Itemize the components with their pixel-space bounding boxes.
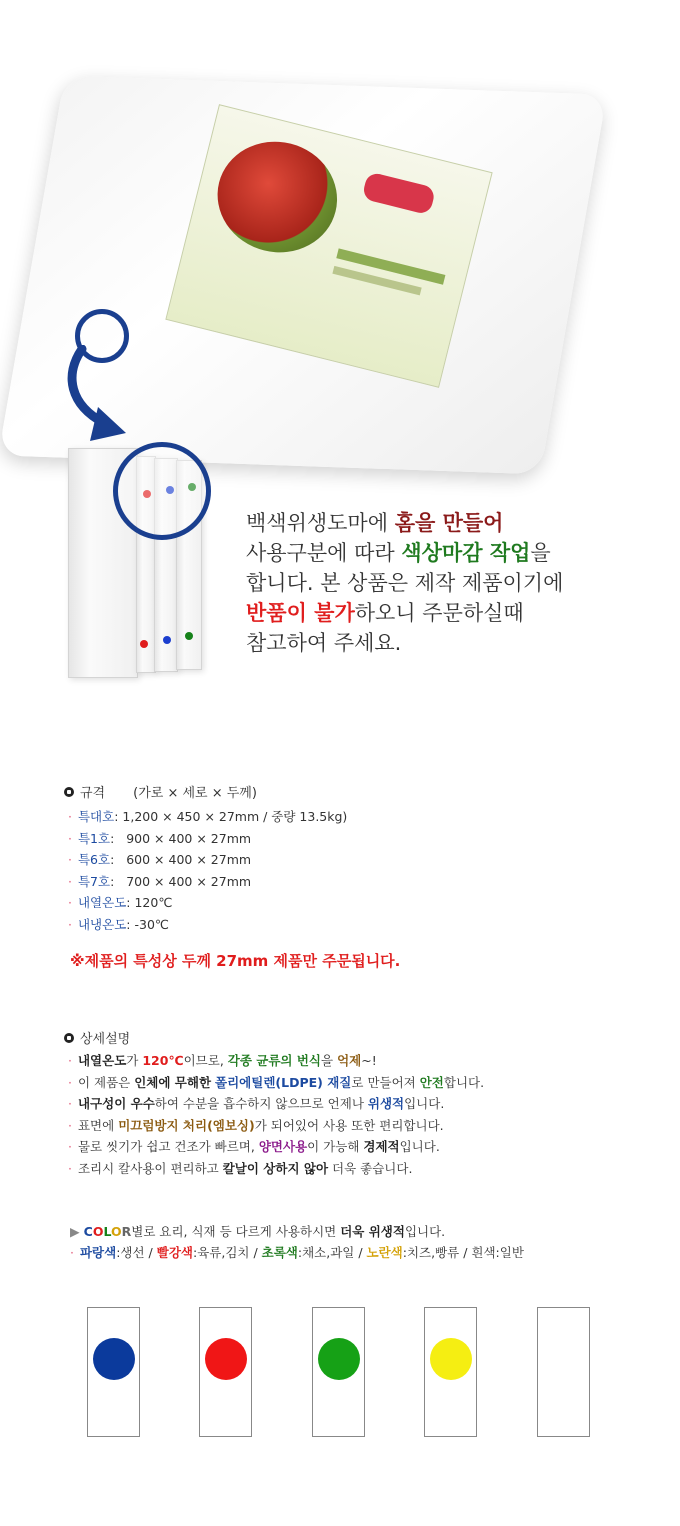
color-use: :생선 / <box>116 1245 157 1260</box>
white-dot <box>543 1338 585 1380</box>
detail-text: 가 되어있어 사용 또한 편리합니다. <box>254 1117 444 1133</box>
detail-text: 억제 <box>337 1053 362 1068</box>
list-item: · 특대호: 1,200 × 450 × 27mm / 중량 13.5kg) <box>68 809 348 824</box>
notice-text: 참고하여 주세요. <box>246 631 402 655</box>
list-item: · 내열온도: 120℃ <box>68 895 173 910</box>
swatch-green <box>312 1307 365 1437</box>
curved-arrow-icon <box>60 345 140 445</box>
detail-text: 입니다. <box>404 1096 445 1111</box>
spec-heading-text: 규격 <box>80 786 106 801</box>
color-name: 파랑색 <box>79 1245 117 1260</box>
bullet-icon <box>64 1033 74 1043</box>
detail-text: 입니다. <box>399 1139 440 1154</box>
detail-text: 경제적 <box>363 1139 400 1154</box>
spec-value: : 120℃ <box>126 895 173 910</box>
color-name: 노란색 <box>366 1245 403 1260</box>
color-guide-text: 별로 요리, 식재 등 다르게 사용하시면 <box>131 1224 341 1239</box>
list-item: · 특7호: 700 × 400 × 27mm <box>68 873 252 889</box>
detail-text: 이므로, <box>183 1053 228 1068</box>
spec-label: 특6호 <box>77 852 111 867</box>
notice-highlight: 색상마감 작업 <box>401 541 531 565</box>
detail-text: 120℃ <box>142 1053 184 1068</box>
detail-text: 하여 수분을 흡수하지 않으므로 언제나 <box>154 1096 368 1111</box>
detail-text: 양면사용 <box>258 1139 308 1154</box>
spec-label: 내냉온도 <box>77 916 127 932</box>
notice-text: 을 <box>530 541 551 565</box>
detail-heading <box>64 1028 130 1047</box>
spec-value: : 900 × 400 × 27mm <box>110 830 252 846</box>
color-name: 초록색 <box>261 1245 298 1260</box>
swatch-red <box>199 1307 252 1437</box>
detail-text: 합니다. <box>443 1074 485 1090</box>
color-use: :육류,김치 / <box>192 1245 262 1260</box>
notice-text: 하오니 주문하실때 <box>354 601 524 625</box>
label-badge <box>361 171 436 215</box>
list-item: · 내구성이 우수하여 수분을 흡수하지 않으므로 언제나 위생적입니다. <box>68 1096 445 1111</box>
spec-value: : 1,200 × 450 × 27mm / 중량 13.5kg) <box>114 809 348 824</box>
detail-text: 조리시 칼사용이 편리하고 <box>77 1160 223 1176</box>
order-warning: ※제품의 특성상 두께 27mm 제품만 주문됩니다. <box>70 952 401 970</box>
spec-label: 특7호 <box>77 873 111 889</box>
notice-highlight: 홈을 만들어 <box>394 511 504 535</box>
detail-text: 위생적 <box>367 1096 405 1111</box>
list-item: · 내열온도가 120℃이므로, 각종 균류의 번식을 억제~! <box>68 1053 377 1068</box>
detail-text: 인체에 무해한 <box>134 1074 212 1090</box>
detail-text: 을 <box>321 1053 338 1068</box>
spec-value: : 600 × 400 × 27mm <box>110 852 252 867</box>
color-letter: O <box>92 1224 104 1239</box>
notice-text: 합니다. 본 상품은 제작 제품이기에 <box>246 571 564 595</box>
color-guide-text: 더욱 위생적 <box>340 1224 405 1239</box>
green-dot <box>318 1338 360 1380</box>
spec-value: : 700 × 400 × 27mm <box>110 873 252 889</box>
blue-dot <box>163 636 171 644</box>
spec-heading-note: (가로 × 세로 × 두께) <box>133 786 257 801</box>
list-item: · 이 제품은 인체에 무해한 폴리에틸렌(LDPE) 재질로 만들어져 안전합니다. <box>68 1074 485 1090</box>
detail-text: 이 가능해 <box>307 1139 364 1154</box>
list-item: · 특6호: 600 × 400 × 27mm <box>68 852 252 867</box>
order-notice <box>246 508 646 658</box>
color-word <box>84 1224 132 1239</box>
color-use: :채소,과일 / <box>297 1245 367 1260</box>
list-item: · 조리시 칼사용이 편리하고 칼날이 상하지 않아 더욱 좋습니다. <box>68 1160 413 1176</box>
swatch-yellow <box>424 1307 477 1437</box>
detail-list <box>68 1050 484 1179</box>
color-guide-line <box>70 1222 445 1240</box>
red-dot <box>205 1338 247 1380</box>
list-item: · 특1호: 900 × 400 × 27mm <box>68 830 252 846</box>
yellow-dot <box>430 1338 472 1380</box>
notice-text: 백색위생도마에 <box>246 511 395 535</box>
detail-text: 내열온도 <box>77 1053 127 1068</box>
highlight-circle-large <box>113 442 211 540</box>
list-item: · 표면에 미끄럼방지 처리(엠보싱)가 되어있어 사용 또한 편리합니다. <box>68 1117 444 1133</box>
detail-text: ~! <box>361 1053 377 1068</box>
color-letter: L <box>103 1224 111 1239</box>
vegetable-photo <box>206 129 349 265</box>
color-letter: R <box>121 1224 132 1239</box>
detail-heading-text: 상세설명 <box>80 1032 131 1047</box>
color-guide-text: 입니다. <box>404 1224 446 1239</box>
list-item: · 물로 씻기가 쉽고 건조가 빠르며, 양면사용이 가능해 경제적입니다. <box>68 1139 440 1154</box>
notice-text: 사용구분에 따라 <box>246 541 402 565</box>
list-item: · 내냉온도: -30℃ <box>68 916 169 932</box>
color-name: 빨강색 <box>156 1245 193 1260</box>
detail-text: 내구성이 우수 <box>77 1096 155 1111</box>
detail-text: 미끄럼방지 처리(엠보싱) <box>118 1117 255 1133</box>
color-letter: O <box>110 1224 122 1239</box>
red-dot <box>140 640 148 648</box>
spec-value: : -30℃ <box>126 916 169 932</box>
blue-dot <box>93 1338 135 1380</box>
color-usage-line: · 파랑색:생선 / 빨강색:육류,김치 / 초록색:채소,과일 / 노란색:치즈,빵류 / 흰색:일반 <box>70 1245 524 1260</box>
triangle-icon: ▶ <box>70 1224 80 1239</box>
detail-text: 폴리에틸렌(LDPE) 재질 <box>215 1074 352 1090</box>
detail-text: 각종 균류의 번식 <box>227 1053 322 1068</box>
detail-text: 이 제품은 <box>77 1074 135 1090</box>
detail-text: 칼날이 상하지 않아 <box>222 1160 329 1176</box>
green-dot <box>185 632 193 640</box>
notice-highlight: 반품이 불가 <box>246 601 355 625</box>
spec-heading <box>64 782 257 801</box>
color-letter: C <box>83 1224 93 1239</box>
detail-text: 물로 씻기가 쉽고 건조가 빠르며, <box>77 1139 259 1154</box>
swatch-white <box>537 1307 590 1437</box>
spec-list <box>68 806 347 935</box>
detail-text: 로 만들어져 <box>351 1074 420 1090</box>
detail-text: 가 <box>126 1053 143 1068</box>
detail-text: 표면에 <box>77 1117 119 1133</box>
spec-label: 특1호 <box>77 830 111 846</box>
color-use: :치즈,빵류 / 흰색:일반 <box>402 1245 524 1260</box>
swatch-blue <box>87 1307 140 1437</box>
spec-label: 내열온도 <box>77 895 127 910</box>
spec-label: 특대호 <box>77 809 115 824</box>
detail-text: 안전 <box>419 1074 444 1090</box>
detail-text: 더욱 좋습니다. <box>328 1160 413 1176</box>
bullet-icon <box>64 787 74 797</box>
